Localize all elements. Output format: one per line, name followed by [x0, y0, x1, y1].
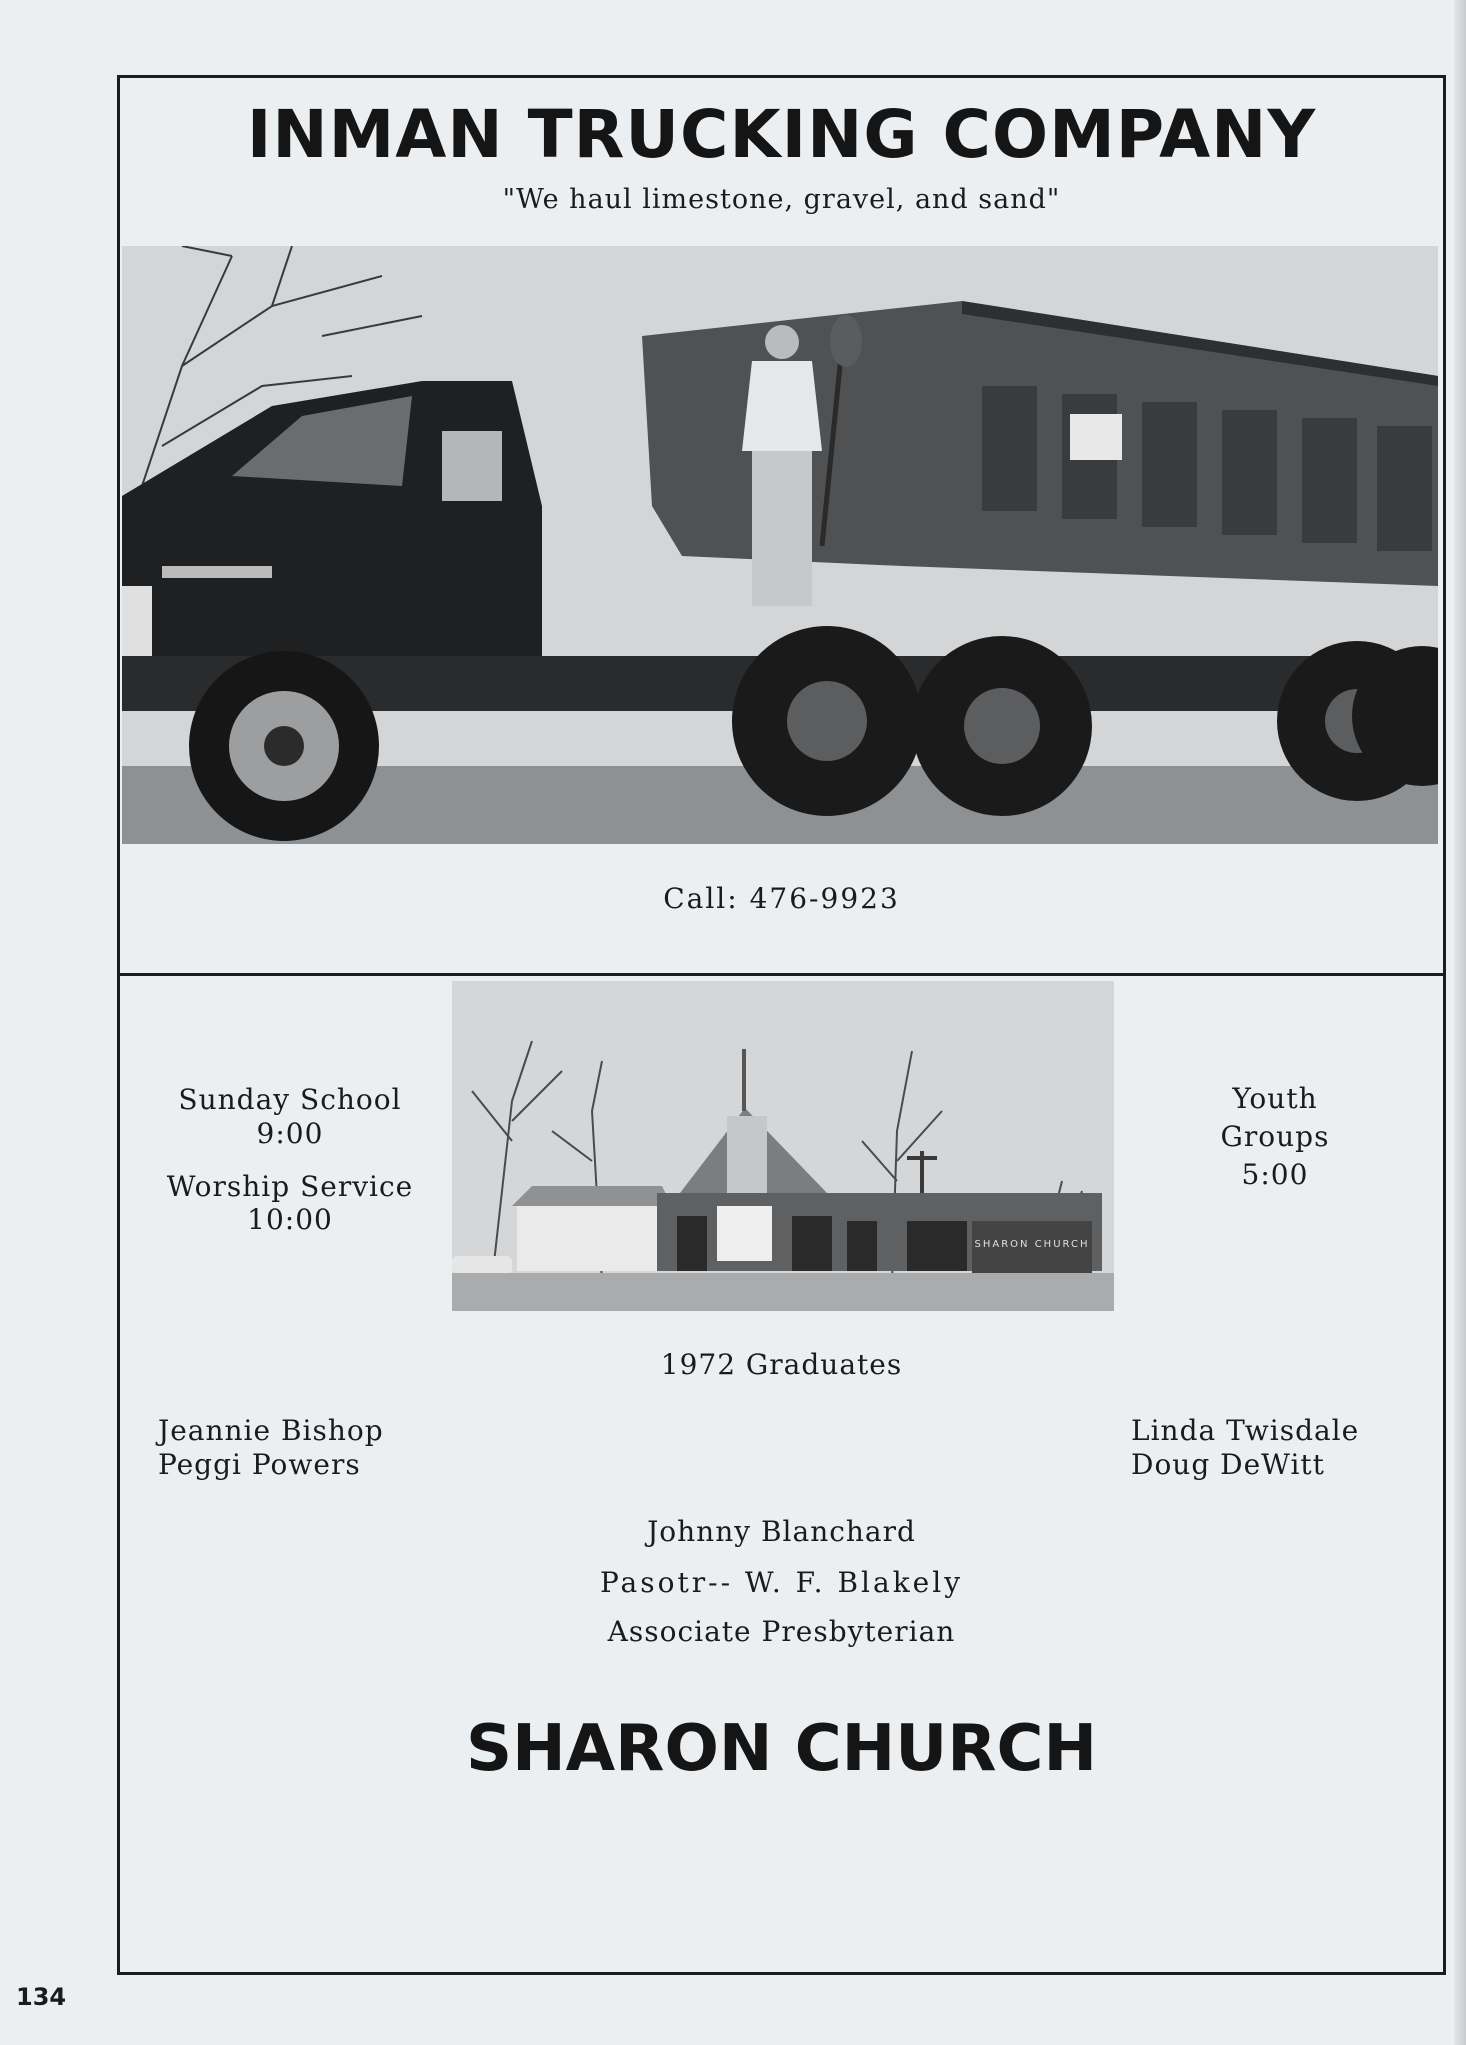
sunday-school-label: Sunday School	[178, 1083, 402, 1116]
trucking-title: INMAN TRUCKING COMPANY	[246, 96, 1317, 173]
youth-time: 5:00	[1241, 1158, 1309, 1191]
youth-label-line1: Youth	[1232, 1082, 1318, 1115]
denomination-line: Associate Presbyterian	[607, 1615, 956, 1648]
sunday-school-time: 9:00	[256, 1117, 324, 1150]
graduate-name: Johnny Blanchard	[647, 1515, 916, 1548]
church-sign: SHARON CHURCH	[974, 1239, 1090, 1250]
pastor-line: Pasotr-- W. F. Blakely	[599, 1566, 964, 1599]
graduate-name: Peggi Powers	[158, 1448, 361, 1481]
graduates-heading: 1972 Graduates	[660, 1348, 903, 1381]
graduate-name: Doug DeWitt	[1131, 1448, 1325, 1481]
church-name: SHARON CHURCH	[465, 1712, 1098, 1786]
worship-time: 10:00	[247, 1203, 333, 1236]
ad-divider	[117, 973, 1446, 976]
trucking-slogan: "We haul limestone, gravel, and sand"	[502, 184, 1061, 215]
youth-label-line2: Groups	[1220, 1120, 1330, 1153]
page-number: 134	[16, 1983, 67, 2011]
graduate-name: Linda Twisdale	[1131, 1414, 1360, 1447]
trucking-phone: Call: 476-9923	[663, 882, 900, 915]
worship-label: Worship Service	[166, 1170, 414, 1203]
church-photo	[452, 981, 1114, 1311]
truck-photo	[122, 246, 1438, 844]
graduate-name: Jeannie Bishop	[158, 1414, 384, 1447]
page-edge	[1454, 0, 1466, 2045]
